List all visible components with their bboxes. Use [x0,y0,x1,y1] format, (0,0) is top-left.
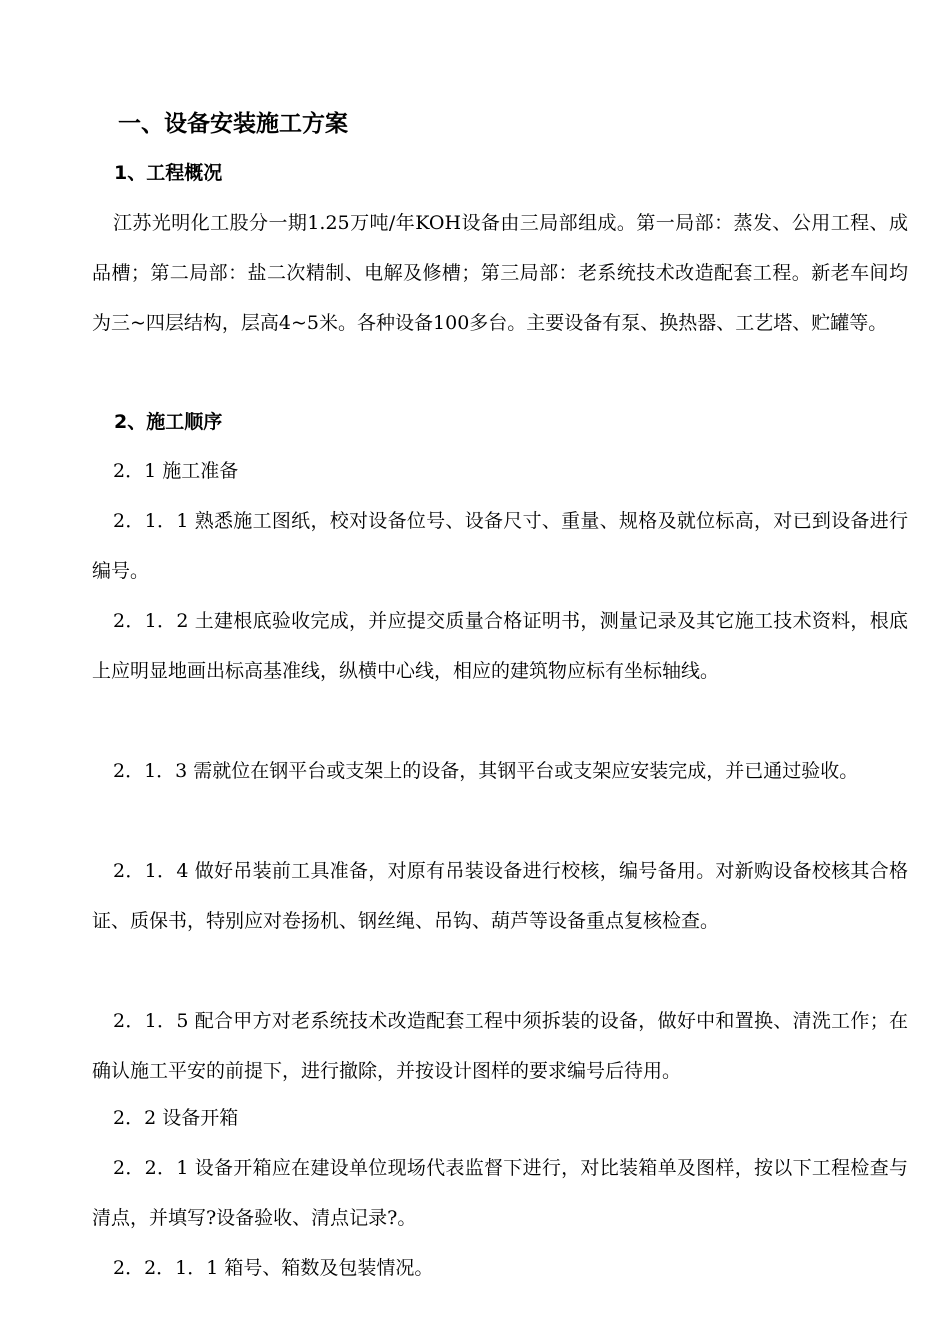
paragraph-2-1-3: 2．1．3 需就位在钢平台或支架上的设备，其钢平台或支架应安装完成，并已通过验收。 [113,760,859,782]
subsection-heading-preparation: 2．1 施工准备 [113,460,239,482]
paragraph-2-1-4: 2．1．4 做好吊装前工具准备，对原有吊装设备进行校核，编号备用。对新购设备校核其合格证、质保书，特别应对卷扬机、钢丝绳、吊钩、葫芦等设备重点复核检查。 [92,860,908,932]
overview-paragraph: 江苏光明化工股分一期1.25万吨/年KOH设备由三局部组成。第一局部：蒸发、公用工程、成品槽；第二局部：盐二次精制、电解及修槽；第三局部：老系统技术改造配套工程。新老车间均为三~四层结构，层高4~5米。各种设备100多台。主要设备有泵、换热器、工艺塔、贮罐等。 [92,212,908,334]
subsection-heading-unpacking: 2．2 设备开箱 [113,1107,239,1129]
section-heading-overview: 1、工程概况 [114,162,223,184]
paragraph-2-1-1: 2．1．1 熟悉施工图纸，校对设备位号、设备尺寸、重量、规格及就位标高，对已到设备进行编号。 [92,510,908,582]
paragraph-2-1-5: 2．1．5 配合甲方对老系统技术改造配套工程中须拆装的设备，做好中和置换、清洗工作；在确认施工平安的前提下，进行撤除，并按设计图样的要求编号后待用。 [92,1010,908,1082]
document-title: 一、设备安装施工方案 [118,111,348,137]
paragraph-2-2-1: 2．2．1 设备开箱应在建设单位现场代表监督下进行，对比装箱单及图样，按以下工程检查与清点，并填写?设备验收、清点记录?。 [92,1157,908,1229]
section-heading-sequence: 2、施工顺序 [114,411,223,433]
paragraph-2-1-2: 2．1．2 土建根底验收完成，并应提交质量合格证明书，测量记录及其它施工技术资料，根底上应明显地画出标高基准线，纵横中心线，相应的建筑物应标有坐标轴线。 [92,610,908,682]
paragraph-2-2-1-1: 2．2．1．1 箱号、箱数及包装情况。 [113,1257,434,1279]
